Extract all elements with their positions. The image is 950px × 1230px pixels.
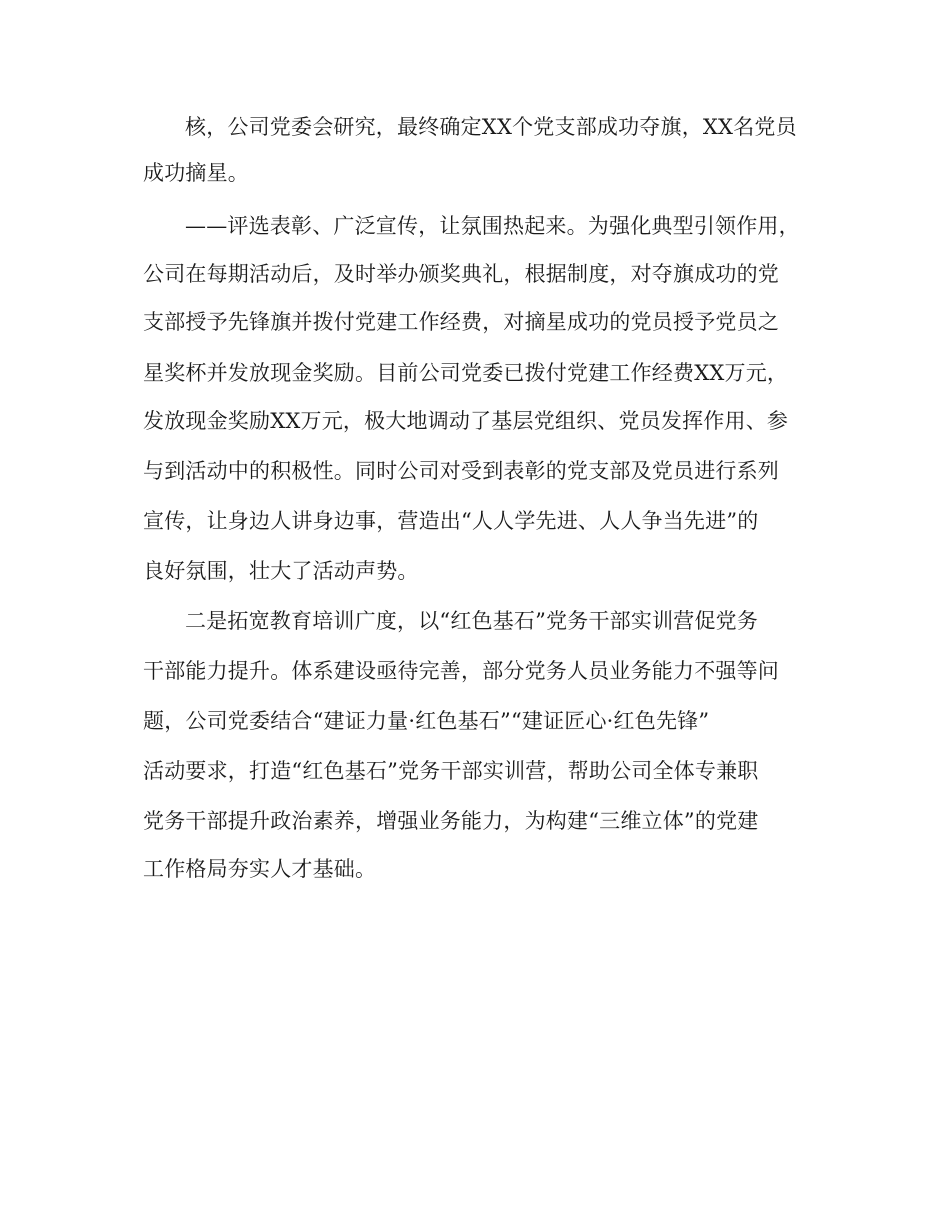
text-line: 二是拓宽教育培训广度，以“红色基石”党务干部实训营促党务: [185, 609, 759, 633]
text-line: 工作格局夯实人才基础。: [143, 857, 377, 881]
text-line: 干部能力提升。体系建设亟待完善，部分党务人员业务能力不强等问: [143, 659, 779, 683]
text-line: 发放现金奖励XX万元，极大地调动了基层党组织、党员发挥作用、参: [143, 409, 789, 433]
text-line: 题，公司党委结合“建证力量·红色基石”“建证匠心·红色先锋”: [143, 709, 710, 733]
text-line: 党务干部提升政治素养，增强业务能力，为构建“三维立体”的党建: [143, 809, 759, 833]
text-line: 支部授予先锋旗并拨付党建工作经费，对摘星成功的党员授予党员之: [143, 310, 779, 334]
text-line: 成功摘星。: [143, 161, 249, 185]
text-line: 良好氛围，壮大了活动声势。: [143, 559, 419, 583]
text-line: 活动要求，打造“红色基石”党务干部实训营，帮助公司全体专兼职: [143, 759, 759, 783]
text-line: 与到活动中的积极性。同时公司对受到表彰的党支部及党员进行系列: [143, 459, 779, 483]
text-line: 核，公司党委会研究，最终确定XX个党支部成功夺旗，XX名党员: [185, 115, 797, 139]
text-line: 星奖杯并发放现金奖励。目前公司党委已拨付党建工作经费XX万元，: [143, 361, 789, 385]
text-line: 公司在每期活动后，及时举办颁奖典礼，根据制度，对夺旗成功的党: [143, 262, 779, 286]
text-line: 宣传，让身边人讲身边事，营造出“人人学先进、人人争当先进”的: [143, 509, 759, 533]
text-line: ——评选表彰、广泛宣传，让氛围热起来。为强化典型引领作用，: [185, 214, 800, 238]
